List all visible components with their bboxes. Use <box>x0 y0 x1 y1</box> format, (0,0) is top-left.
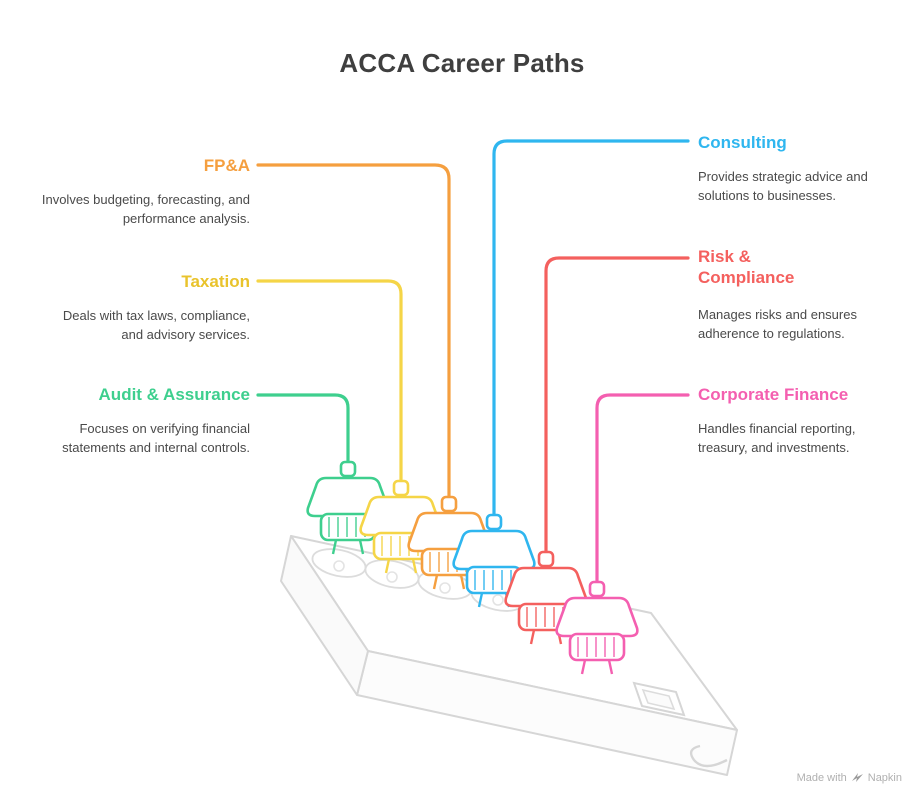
cable-risk <box>546 258 688 560</box>
cable-corporate <box>597 395 688 590</box>
branch-description-taxation: Deals with tax laws, compliance, and advisory services. <box>62 308 250 342</box>
branch-label-fpa: FP&A <box>203 156 250 175</box>
cable-consulting <box>494 141 688 523</box>
branch-description-corporate: Handles financial reporting, treasury, and investments. <box>698 421 856 455</box>
napkin-logo-icon <box>851 772 864 786</box>
branch-label-consulting: Consulting <box>698 133 787 152</box>
branch-description-risk: Manages risks and ensures adherence to regulations. <box>698 307 857 341</box>
watermark-brand: Napkin <box>867 772 902 784</box>
branch-label-audit: Audit & Assurance <box>98 385 250 404</box>
branch-label-taxation: Taxation <box>181 272 250 291</box>
branch-description-audit: Focuses on verifying financial statements and internal controls. <box>62 421 250 455</box>
watermark <box>797 771 902 785</box>
cable-fpa <box>258 165 449 505</box>
branch-description-fpa: Involves budgeting, forecasting, and performance analysis. <box>41 192 250 226</box>
cable-taxation <box>258 281 401 489</box>
cable-audit <box>258 395 348 470</box>
watermark-prefix: Made with <box>796 772 847 784</box>
branch-description-consulting: Provides strategic advice and solutions to businesses. <box>698 169 868 203</box>
branch-label-risk: Risk & Compliance <box>698 247 795 287</box>
branch-label-corporate: Corporate Finance <box>698 385 849 404</box>
page-title: ACCA Career Paths <box>339 48 585 78</box>
